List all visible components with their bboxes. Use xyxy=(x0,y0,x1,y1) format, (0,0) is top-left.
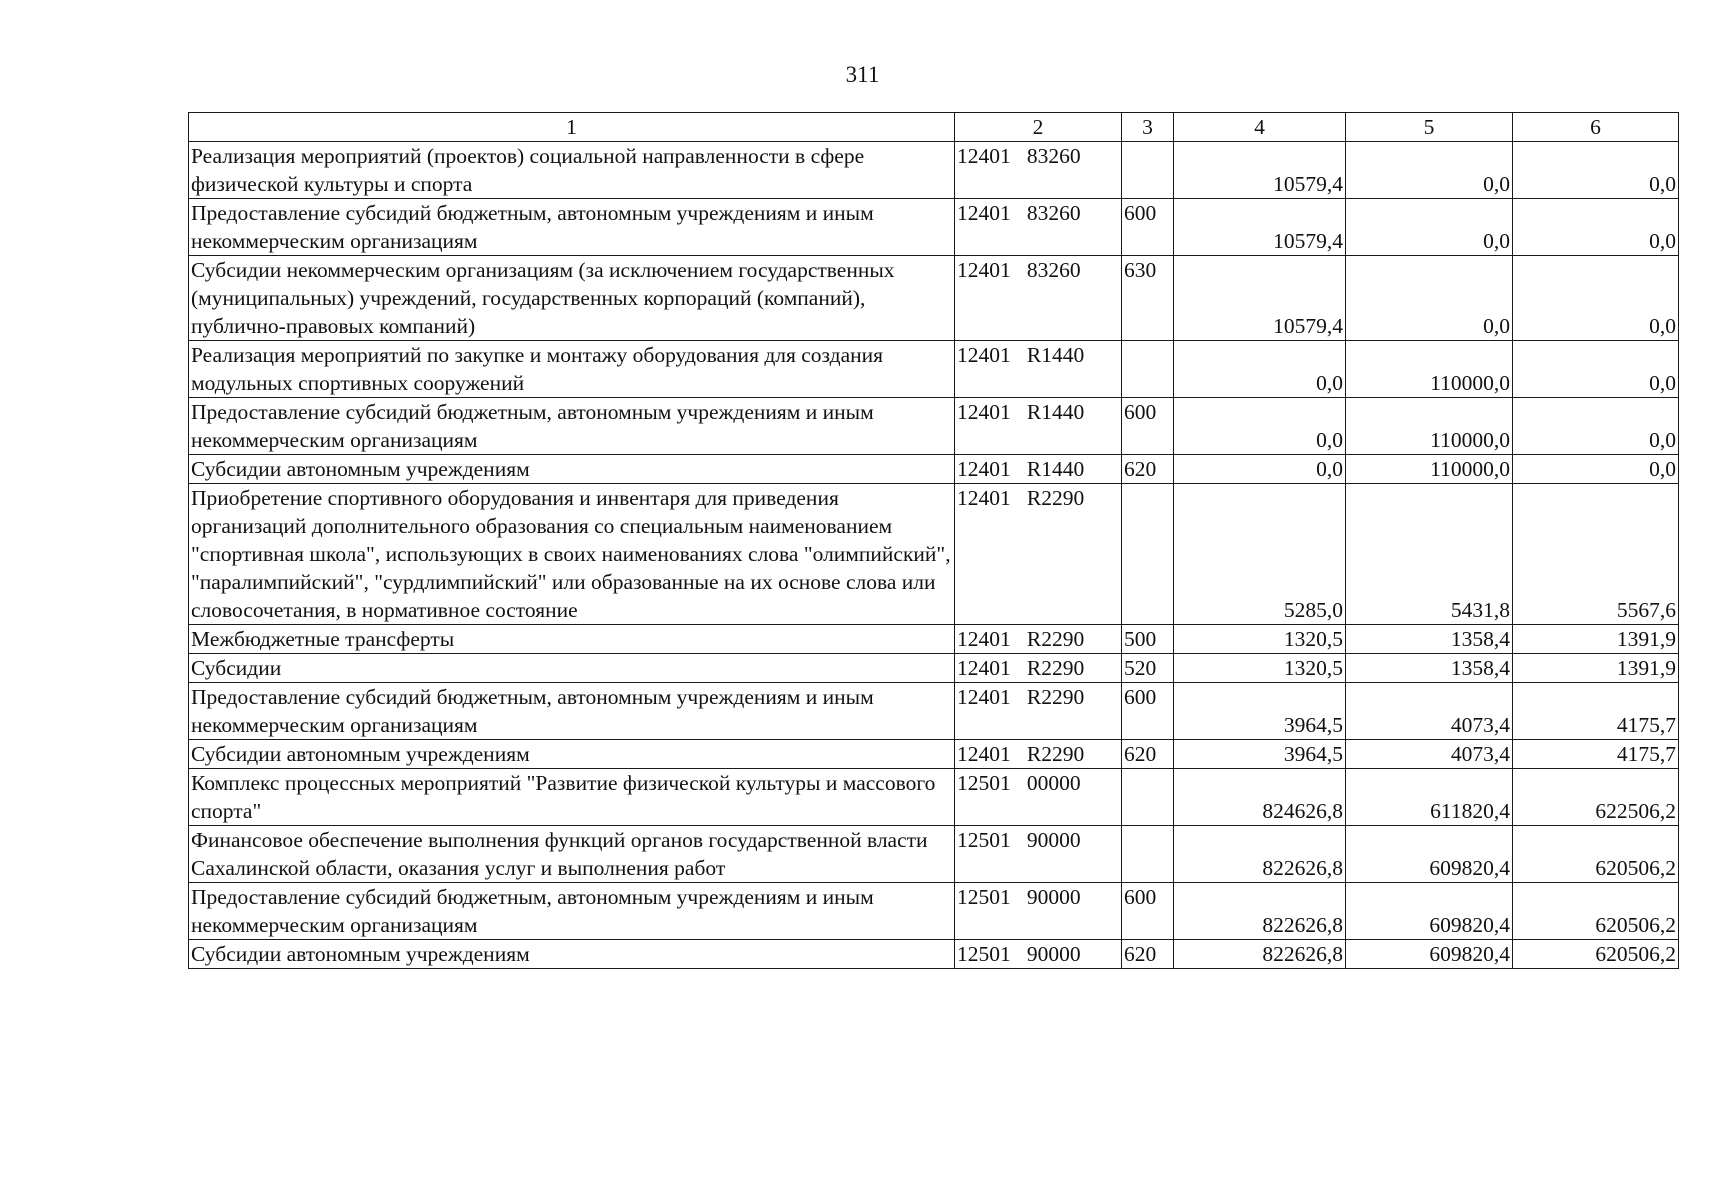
item-code-cell: 12401 R2290 xyxy=(955,484,1122,625)
item-code-cell: 12401 R1440 xyxy=(955,398,1122,455)
amount-col6-cell: 622506,2 xyxy=(1513,769,1679,826)
amount-col5-cell: 1358,4 xyxy=(1346,654,1513,683)
item-code-cell: 12401 R2290 xyxy=(955,740,1122,769)
amount-col5-cell: 4073,4 xyxy=(1346,740,1513,769)
table-row xyxy=(189,683,1679,740)
amount-col5-cell: 609820,4 xyxy=(1346,826,1513,883)
item-code-cell: 12501 00000 xyxy=(955,769,1122,826)
item-name-cell: Финансовое обеспечение выполнения функций органов государственной власти Сахалинской области, оказания услуг и выполнения работ xyxy=(189,826,955,883)
item-code-cell: 12401 83260 xyxy=(955,142,1122,199)
table-body xyxy=(189,142,1679,969)
header-cell: 3 xyxy=(1122,113,1174,142)
expense-type-cell: 500 xyxy=(1122,625,1174,654)
amount-col5-cell: 5431,8 xyxy=(1346,484,1513,625)
table-row xyxy=(189,883,1679,940)
item-code-cell: 12501 90000 xyxy=(955,826,1122,883)
table-row xyxy=(189,740,1679,769)
item-name-cell: Предоставление субсидий бюджетным, автономным учреждениям и иным некоммерческим организациям xyxy=(189,883,955,940)
item-name-cell: Предоставление субсидий бюджетным, автономным учреждениям и иным некоммерческим организациям xyxy=(189,683,955,740)
table-row xyxy=(189,484,1679,625)
item-code-cell: 12401 83260 xyxy=(955,256,1122,341)
item-code-cell: 12401 83260 xyxy=(955,199,1122,256)
table-row xyxy=(189,826,1679,883)
table-row xyxy=(189,769,1679,826)
amount-col4-cell: 0,0 xyxy=(1174,398,1346,455)
table-row xyxy=(189,256,1679,341)
expense-type-cell xyxy=(1122,484,1174,625)
amount-col5-cell: 0,0 xyxy=(1346,142,1513,199)
header-row xyxy=(189,113,1679,142)
item-code-cell: 12401 R2290 xyxy=(955,625,1122,654)
item-name-cell: Межбюджетные трансферты xyxy=(189,625,955,654)
amount-col4-cell: 10579,4 xyxy=(1174,142,1346,199)
item-name-cell: Приобретение спортивного оборудования и инвентаря для приведения организаций дополнительного образования со специальным наименованием "спортивная школа", использующих в своих наименованиях слова "олимпийский", "паралимпийский", "сурдлимпийский" или образованные на их основе слова или словосочетания, в нормативное состояние xyxy=(189,484,955,625)
amount-col4-cell: 1320,5 xyxy=(1174,654,1346,683)
table-row xyxy=(189,654,1679,683)
expense-type-cell: 600 xyxy=(1122,883,1174,940)
amount-col5-cell: 110000,0 xyxy=(1346,341,1513,398)
amount-col5-cell: 0,0 xyxy=(1346,256,1513,341)
amount-col6-cell: 0,0 xyxy=(1513,455,1679,484)
header-cell: 4 xyxy=(1174,113,1346,142)
amount-col4-cell: 3964,5 xyxy=(1174,740,1346,769)
item-code-cell: 12401 R1440 xyxy=(955,455,1122,484)
amount-col4-cell: 824626,8 xyxy=(1174,769,1346,826)
table-row xyxy=(189,625,1679,654)
item-code-cell: 12401 R2290 xyxy=(955,683,1122,740)
table-row xyxy=(189,142,1679,199)
amount-col5-cell: 4073,4 xyxy=(1346,683,1513,740)
amount-col4-cell: 0,0 xyxy=(1174,455,1346,484)
amount-col5-cell: 1358,4 xyxy=(1346,625,1513,654)
table-row xyxy=(189,398,1679,455)
amount-col4-cell: 3964,5 xyxy=(1174,683,1346,740)
amount-col6-cell: 620506,2 xyxy=(1513,883,1679,940)
item-name-cell: Субсидии некоммерческим организациям (за исключением государственных (муниципальных) учреждений, государственных корпораций (компаний), публично-правовых компаний) xyxy=(189,256,955,341)
amount-col5-cell: 110000,0 xyxy=(1346,398,1513,455)
item-name-cell: Комплекс процессных мероприятий "Развитие физической культуры и массового спорта" xyxy=(189,769,955,826)
amount-col4-cell: 10579,4 xyxy=(1174,256,1346,341)
expense-type-cell xyxy=(1122,826,1174,883)
header-cell: 5 xyxy=(1346,113,1513,142)
expense-type-cell: 620 xyxy=(1122,455,1174,484)
header-cell: 1 xyxy=(189,113,955,142)
amount-col6-cell: 620506,2 xyxy=(1513,940,1679,969)
amount-col6-cell: 4175,7 xyxy=(1513,683,1679,740)
expense-type-cell: 600 xyxy=(1122,683,1174,740)
amount-col6-cell: 1391,9 xyxy=(1513,654,1679,683)
expense-type-cell xyxy=(1122,142,1174,199)
amount-col6-cell: 0,0 xyxy=(1513,199,1679,256)
item-name-cell: Субсидии автономным учреждениям xyxy=(189,740,955,769)
amount-col6-cell: 0,0 xyxy=(1513,142,1679,199)
expense-type-cell: 620 xyxy=(1122,740,1174,769)
item-code-cell: 12401 R1440 xyxy=(955,341,1122,398)
amount-col6-cell: 620506,2 xyxy=(1513,826,1679,883)
expense-type-cell: 520 xyxy=(1122,654,1174,683)
item-name-cell: Предоставление субсидий бюджетным, автономным учреждениям и иным некоммерческим организациям xyxy=(189,199,955,256)
budget-table xyxy=(188,112,1679,969)
amount-col5-cell: 0,0 xyxy=(1346,199,1513,256)
amount-col6-cell: 4175,7 xyxy=(1513,740,1679,769)
amount-col5-cell: 609820,4 xyxy=(1346,940,1513,969)
table-row xyxy=(189,455,1679,484)
amount-col6-cell: 0,0 xyxy=(1513,341,1679,398)
page-number: 311 xyxy=(845,62,880,87)
amount-col4-cell: 822626,8 xyxy=(1174,826,1346,883)
amount-col4-cell: 10579,4 xyxy=(1174,199,1346,256)
amount-col4-cell: 822626,8 xyxy=(1174,883,1346,940)
table-row xyxy=(189,940,1679,969)
amount-col5-cell: 609820,4 xyxy=(1346,883,1513,940)
amount-col6-cell: 5567,6 xyxy=(1513,484,1679,625)
expense-type-cell: 600 xyxy=(1122,199,1174,256)
amount-col6-cell: 0,0 xyxy=(1513,256,1679,341)
item-name-cell: Реализация мероприятий (проектов) социальной направленности в сфере физической культуры и спорта xyxy=(189,142,955,199)
item-name-cell: Субсидии xyxy=(189,654,955,683)
expense-type-cell xyxy=(1122,769,1174,826)
amount-col5-cell: 110000,0 xyxy=(1346,455,1513,484)
header-cell: 2 xyxy=(955,113,1122,142)
item-name-cell: Реализация мероприятий по закупке и монтажу оборудования для создания модульных спортивных сооружений xyxy=(189,341,955,398)
amount-col4-cell: 5285,0 xyxy=(1174,484,1346,625)
item-name-cell: Субсидии автономным учреждениям xyxy=(189,455,955,484)
header-cell: 6 xyxy=(1513,113,1679,142)
table-row xyxy=(189,199,1679,256)
item-code-cell: 12501 90000 xyxy=(955,883,1122,940)
amount-col4-cell: 0,0 xyxy=(1174,341,1346,398)
table-row xyxy=(189,341,1679,398)
amount-col6-cell: 0,0 xyxy=(1513,398,1679,455)
expense-type-cell: 620 xyxy=(1122,940,1174,969)
item-code-cell: 12501 90000 xyxy=(955,940,1122,969)
item-name-cell: Субсидии автономным учреждениям xyxy=(189,940,955,969)
amount-col5-cell: 611820,4 xyxy=(1346,769,1513,826)
item-name-cell: Предоставление субсидий бюджетным, автономным учреждениям и иным некоммерческим организациям xyxy=(189,398,955,455)
expense-type-cell: 630 xyxy=(1122,256,1174,341)
amount-col4-cell: 1320,5 xyxy=(1174,625,1346,654)
amount-col4-cell: 822626,8 xyxy=(1174,940,1346,969)
expense-type-cell: 600 xyxy=(1122,398,1174,455)
expense-type-cell xyxy=(1122,341,1174,398)
amount-col6-cell: 1391,9 xyxy=(1513,625,1679,654)
item-code-cell: 12401 R2290 xyxy=(955,654,1122,683)
